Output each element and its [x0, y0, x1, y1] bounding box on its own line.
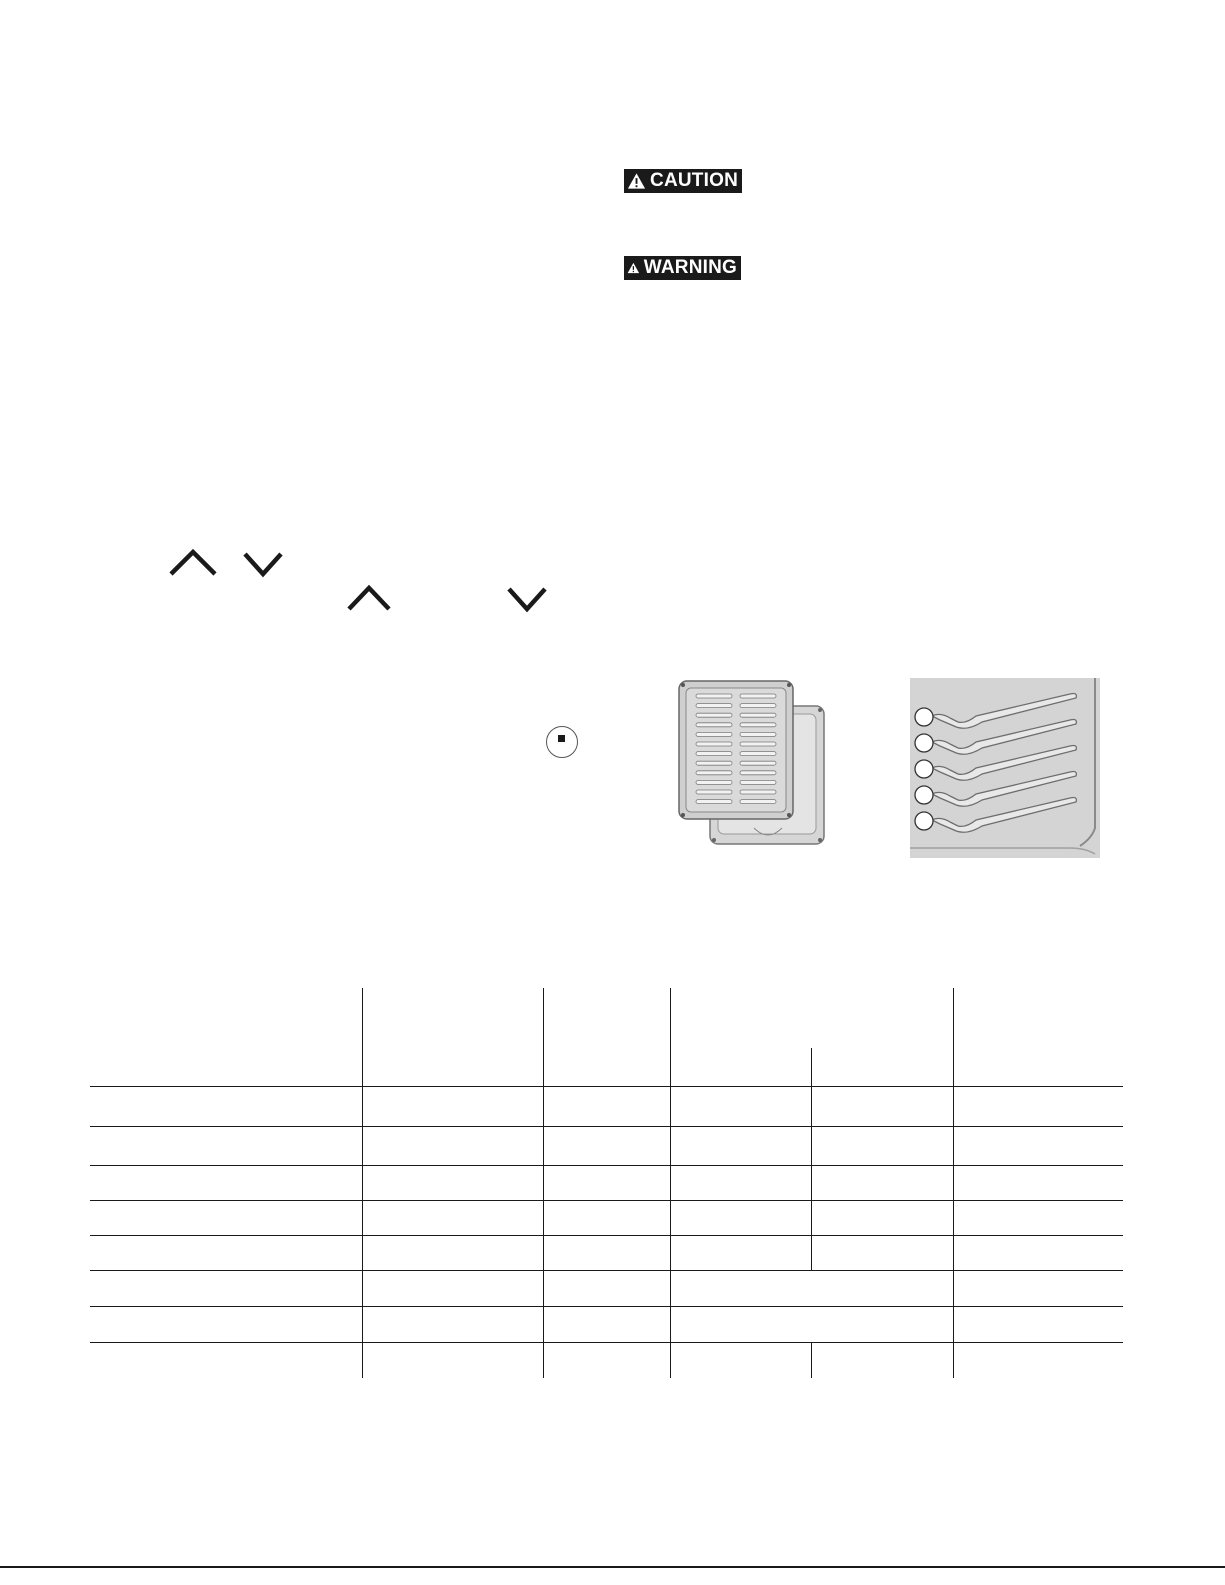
rack-position-marker	[915, 760, 933, 778]
caution-alert-triangle-icon	[627, 172, 646, 190]
warning-text: WARNING	[643, 257, 737, 278]
grid-slot	[740, 800, 776, 804]
caution-text: CAUTION	[650, 170, 738, 191]
grid-slot	[696, 723, 732, 727]
grid-slot	[696, 742, 732, 746]
grid-slot	[696, 771, 732, 775]
warning-alert-triangle-icon	[627, 259, 640, 277]
chevron-down-icon-inline	[506, 585, 548, 613]
grid-slot	[696, 761, 732, 765]
grid-slot	[696, 694, 732, 698]
chevron-up-icon	[168, 548, 218, 578]
grid-slot	[740, 780, 776, 784]
rack-positions-illustration	[910, 678, 1100, 858]
rack-position-marker	[915, 812, 933, 830]
grid-slot	[740, 771, 776, 775]
grid-slot	[740, 723, 776, 727]
chevron-up-icon-inline	[346, 584, 392, 612]
rack-position-marker	[915, 734, 933, 752]
grid-slot	[696, 800, 732, 804]
rack-position-marker	[915, 708, 933, 726]
grid-slot	[740, 704, 776, 708]
grid-slot	[696, 713, 732, 717]
grid-slot	[696, 780, 732, 784]
stop-icon	[546, 726, 578, 758]
grid-slot	[696, 704, 732, 708]
grid-slot	[740, 742, 776, 746]
grid-slot	[696, 752, 732, 756]
grid-slot	[740, 752, 776, 756]
grid-slot	[740, 713, 776, 717]
grid-slot	[740, 732, 776, 736]
grid-slot	[740, 761, 776, 765]
grid-slot	[740, 790, 776, 794]
page-bottom-rule	[0, 1566, 1225, 1568]
grid-slot	[696, 790, 732, 794]
grid-slot	[740, 694, 776, 698]
grid-slot	[696, 732, 732, 736]
caution-label	[624, 169, 742, 193]
chevron-down-icon	[242, 550, 284, 578]
rack-position-marker	[915, 786, 933, 804]
warning-label	[624, 256, 741, 280]
broiler-pan-illustration	[676, 678, 830, 848]
